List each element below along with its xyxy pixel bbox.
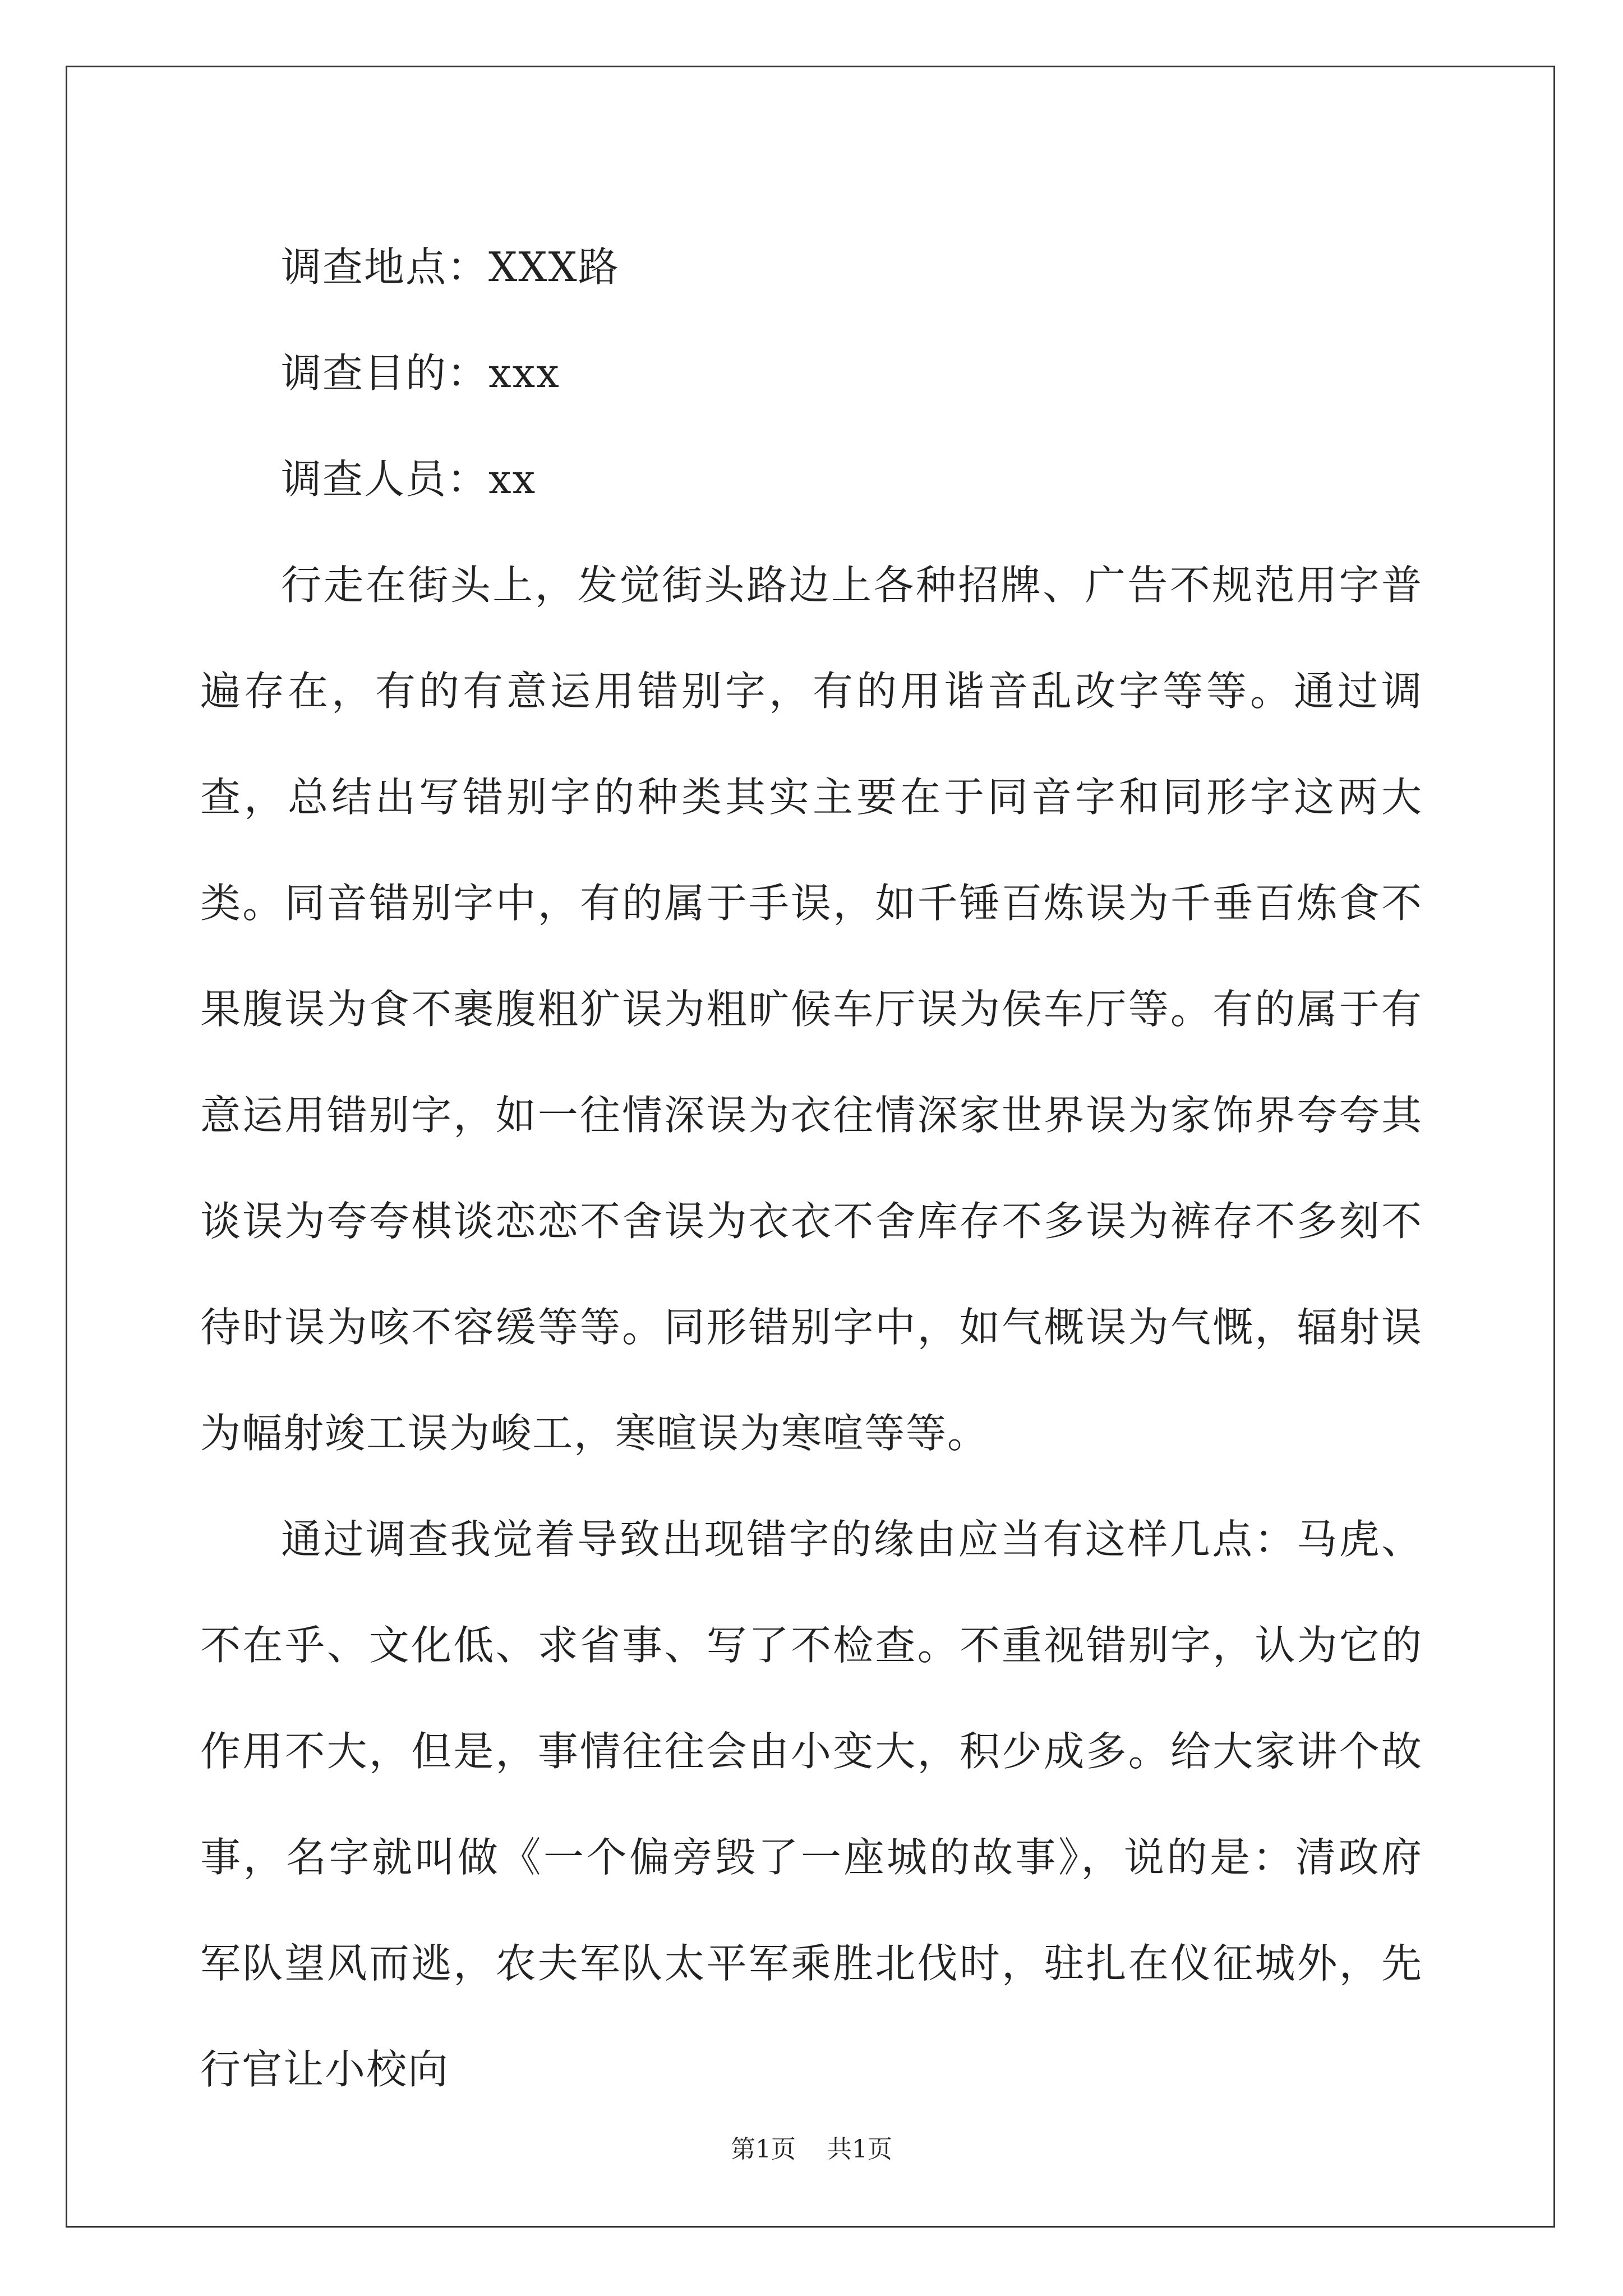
survey-location: 调查地点：XXX路	[281, 243, 620, 291]
page-number-footer: 第1页 共1页	[731, 2135, 892, 2164]
survey-purpose: 调查目的：xxx	[281, 349, 560, 397]
paragraph-causes: 通过调查我觉着导致出现错字的缘由应当有这样几点：马虎、不在乎、文化低、求省事、写了不检查。不重视错别字，认为它的作用不大，但是，事情往往会由小变大，积少成多。给大家讲个故事，名字就叫做《一个偏旁毁了一座城的故事》，说的是：清政府军队望风而逃，农夫军队太平军乘胜北伐时，驻扎在仪征城外，先行官让小校向	[200, 1516, 1423, 2093]
document-body	[200, 214, 1423, 2123]
survey-staff: 调查人员：xx	[281, 455, 537, 503]
paragraph-findings: 行走在街头上，发觉街头路边上各种招牌、广告不规范用字普遍存在，有的有意运用错别字，有的用谐音乱改字等等。通过调查，总结出写错别字的种类其实主要在于同音字和同形字这两大类。同音错别字中，有的属于手误，如千锤百炼误为千垂百炼食不果腹误为食不裹腹粗犷误为粗旷候车厅误为侯车厅等。有的属于有意运用错别字，如一往情深误为衣往情深家世界误为家饰界夸夸其谈误为夸夸棋谈恋恋不舍误为衣衣不舍库存不多误为裤存不多刻不待时误为咳不容缓等等。同形错别字中，如气概误为气慨，辐射误为幅射竣工误为峻工，寒暄误为寒喧等等。	[200, 562, 1423, 1457]
